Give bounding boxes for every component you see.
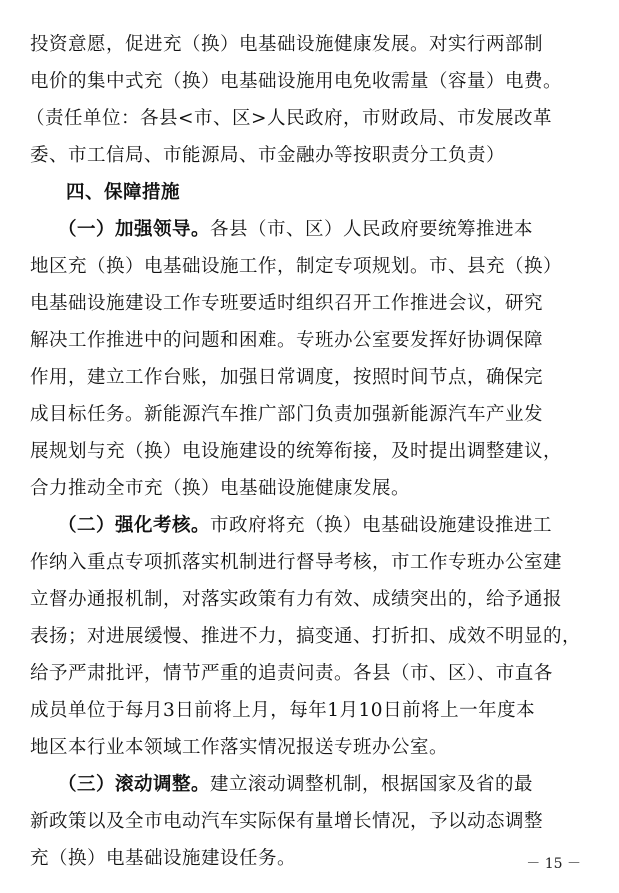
body-text: 成目标任务。新能源汽车推广部门负责加强新能源汽车产业发 (30, 404, 544, 425)
body-text-line (30, 655, 619, 692)
body-text: 新政策以及全市电动汽车实际保有量增长情况，予以动态调整 (30, 811, 544, 832)
body-text: 表扬；对进展缓慢、推进不力，搞变通、打折扣、成效不明显的， (30, 626, 582, 647)
body-text: 合力推动全市充（换）电基础设施健康发展。 (30, 478, 411, 499)
body-text: （责任单位：各县<市、区>人民政府，市财政局、市发展改革 (26, 108, 553, 129)
body-text: 地区充（换）电基础设施工作，制定专项规划。市、县充（换） (30, 256, 563, 277)
body-text-line (30, 581, 619, 618)
body-text: 解决工作推进中的问题和困难。专班办公室要发挥好协调保障 (30, 330, 544, 351)
body-text: 立督办通报机制，对落实政策有力有效、成绩突出的，给予通报 (30, 589, 563, 610)
body-text-line (30, 359, 619, 396)
body-text: 成员单位于每月3日前将上月，每年1月10日前将上一年度本 (30, 700, 536, 721)
body-text: 各县（市、区）人民政府要统筹推进本 (210, 219, 534, 240)
body-text: 电基础设施建设工作专班要适时组织召开工作推进会议，研究 (30, 293, 544, 314)
body-text-line (30, 618, 619, 655)
section-2-lead: （二）强化考核。 (58, 515, 211, 536)
body-text-line (30, 248, 619, 285)
section-3-line-1 (58, 766, 619, 803)
body-text: 作用，建立工作台账，加强日常调度，按照时间节点，确保完 (30, 367, 544, 388)
body-text: 给予严肃批评，情节严重的追责问责。各县（市、区）、市直各 (30, 663, 553, 684)
body-text-line (30, 729, 619, 766)
body-text: 建立滚动调整机制，根据国家及省的最 (210, 774, 534, 795)
section-heading-text: 四、保障措施 (66, 182, 181, 203)
section-heading (66, 174, 619, 211)
body-text-line (30, 470, 619, 507)
body-text-line (30, 803, 619, 840)
body-text: 电价的集中式充（换）电基础设施用电免收需量（容量）电费。 (30, 71, 563, 92)
body-text-line (30, 322, 619, 359)
body-text: 委、市工信局、市能源局、市金融办等按职责分工负责） (30, 145, 506, 166)
body-text-line (30, 285, 619, 322)
body-text-line (30, 433, 619, 470)
body-text-line (30, 692, 619, 729)
body-text: 作纳入重点专项抓落实机制进行督导考核，市工作专班办公室建 (30, 552, 563, 573)
body-text-line (30, 137, 619, 174)
section-2-line-1 (58, 507, 619, 544)
body-text: 地区本行业本领域工作落实情况报送专班办公室。 (30, 737, 449, 758)
page-number: － 15 － (526, 856, 581, 872)
body-text: 展规划与充（换）电设施建设的统筹衔接，及时提出调整建议， (30, 441, 563, 462)
section-1-line-1 (58, 211, 619, 248)
body-text: 投资意愿，促进充（换）电基础设施健康发展。对实行两部制 (30, 34, 544, 55)
body-text: 充（换）电基础设施建设任务。 (30, 848, 297, 869)
body-text-line (30, 544, 619, 581)
body-text-line (26, 100, 619, 137)
body-text-line (30, 26, 619, 63)
section-3-lead: （三）滚动调整。 (58, 774, 211, 795)
body-text-line (30, 63, 619, 100)
body-text-line (30, 396, 619, 433)
section-1-lead: （一）加强领导。 (58, 219, 211, 240)
body-text: 市政府将充（换）电基础设施建设推进工 (210, 515, 553, 536)
